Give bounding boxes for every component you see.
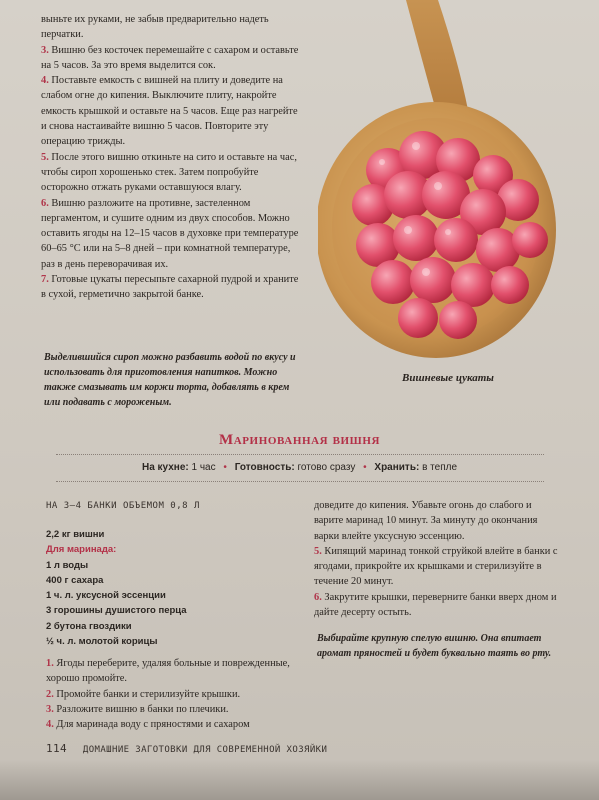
step-text: Ягоды переберите, удаляя больные и поврежденные, хорошо промойте. bbox=[46, 658, 290, 685]
step-text: Вишню без косточек перемешайте с сахаром и оставьте на 5 часов. За это время выделится сок. bbox=[41, 44, 299, 71]
ready-label: Готовность: bbox=[234, 462, 295, 473]
step-5 bbox=[41, 150, 303, 196]
step-number: 5. bbox=[41, 151, 49, 163]
step-number: 1. bbox=[46, 658, 54, 669]
page-footer bbox=[46, 742, 327, 755]
step-number: 6. bbox=[41, 197, 49, 209]
step-7 bbox=[41, 272, 303, 303]
step-text: Разложите вишню в банки по плечики. bbox=[56, 703, 229, 715]
kitchen-label: На кухне: bbox=[141, 462, 189, 473]
bottom-shadow bbox=[0, 760, 599, 800]
step-3 bbox=[41, 43, 303, 74]
divider-top bbox=[56, 454, 544, 455]
step-number: 2. bbox=[46, 688, 54, 700]
step-text: Кипящий маринад тонкой струйкой влейте в банки с ягодами, прикройте их крышками и стерилизуйте в течение 20 минут. bbox=[314, 545, 558, 588]
step-6 bbox=[314, 590, 559, 621]
step-continuation bbox=[314, 498, 559, 544]
step-text: Закрутите крышки, переверните банки вверх дном и дайте десерту остыть. bbox=[314, 591, 557, 619]
step-number: 6. bbox=[314, 591, 322, 603]
step-number: 5. bbox=[314, 545, 322, 557]
syrup-note: Выделившийся сироп можно разбавить водой по вкусу и использовать для приготовления напитков. Можно также смазывать им коржи торта, добавлять в крем или подавать с мороженым. bbox=[44, 352, 296, 408]
step-5 bbox=[314, 544, 559, 590]
divider-bottom bbox=[56, 481, 544, 482]
recipe-meta bbox=[0, 462, 599, 473]
step-number: 3. bbox=[46, 703, 54, 715]
step-number: 4. bbox=[41, 75, 49, 87]
ingredient-item: 3 горошины душистого перца bbox=[46, 605, 187, 617]
step-text: Поставьте емкость с вишней на плиту и доведите на слабом огне до кипения. Выключите плиту, накройте емкость крышкой и оставьте на 5 часов. Еще раз нагрейте и снова настаивайте вишню 5 часов. Повторите эту операцию трижды. bbox=[41, 75, 298, 148]
ingredient-item: 400 г сахара bbox=[46, 574, 104, 586]
step-number: 3. bbox=[41, 44, 49, 56]
step-text: выньте их руками, не забыв предварительно надеть перчатки. bbox=[41, 14, 269, 41]
ingredient-item: 2 бутона гвоздики bbox=[46, 620, 132, 632]
wooden-spoon-illustration bbox=[318, 0, 599, 370]
ingredient-item: ½ ч. л. молотой корицы bbox=[46, 636, 158, 648]
photo-caption: Вишневые цукаты bbox=[402, 372, 494, 384]
step-text: Для маринада воду с пряностями и сахаром bbox=[56, 719, 250, 731]
step-text: Вишню разложите на противне, застеленном пергаментом, и сушите одним из двух способов. Можно оставить ягоды на 12–15 часов в духовке при температуре 60–65 °С или на 5–8 дней – при комнатной температуре, раз в день переворачивая их. bbox=[41, 197, 299, 270]
ingredient-item: 2,2 кг вишни bbox=[46, 529, 105, 540]
bullet-separator: • bbox=[223, 462, 227, 473]
ingredient-item: 1 ч. л. уксусной эссенции bbox=[46, 590, 166, 602]
step-2 bbox=[46, 687, 308, 702]
bullet-separator: • bbox=[363, 462, 367, 473]
step-text: Промойте банки и стерилизуйте крышки. bbox=[56, 688, 241, 700]
ingredient-subheading: Для маринада: bbox=[46, 544, 117, 556]
step-number: 4. bbox=[46, 719, 54, 731]
ingredient-list bbox=[46, 527, 286, 649]
ingredient-item: 1 л воды bbox=[46, 559, 89, 571]
kitchen-value: 1 час bbox=[191, 462, 216, 473]
step-number: 7. bbox=[41, 274, 49, 286]
step-3 bbox=[46, 702, 308, 717]
page-number: 114 bbox=[46, 742, 68, 755]
step-text: доведите до кипения. Убавьте огонь до слабого и варите маринад 10 минут. За минуту до окончания варки влейте уксусную эссенцию. bbox=[314, 500, 538, 542]
serving-tip: Выбирайте крупную спелую вишню. Она впитает аромат пряностей и будет буквально таять во рту. bbox=[317, 633, 552, 659]
step-continuation bbox=[41, 12, 303, 43]
candied-cherries-photo bbox=[318, 0, 599, 370]
yield-line: НА 3–4 БАНКИ ОБЪЕМОМ 0,8 Л bbox=[46, 501, 200, 511]
step-text: Готовые цукаты пересыпьте сахарной пудрой и храните в сухой, герметично закрытой банке. bbox=[41, 274, 299, 301]
step-4 bbox=[46, 717, 308, 732]
book-title: ДОМАШНИЕ ЗАГОТОВКИ ДЛЯ СОВРЕМЕННОЙ ХОЗЯЙКИ bbox=[82, 745, 328, 755]
ready-value: готово сразу bbox=[297, 462, 356, 473]
candied-cherry-steps bbox=[41, 12, 303, 303]
step-4 bbox=[41, 73, 303, 149]
recipe-steps-right bbox=[314, 498, 559, 620]
step-text: После этого вишню откиньте на сито и оставьте на час, чтобы сироп хорошенько стек. Затем попробуйте осторожно отжать руками оставшуюся влагу. bbox=[41, 151, 297, 194]
step-6 bbox=[41, 196, 303, 272]
recipe-title: Маринованная вишня bbox=[218, 432, 381, 448]
step-1 bbox=[46, 656, 308, 687]
store-value: в тепле bbox=[422, 462, 458, 473]
recipe-steps-left bbox=[46, 656, 308, 732]
store-label: Хранить: bbox=[374, 462, 420, 473]
